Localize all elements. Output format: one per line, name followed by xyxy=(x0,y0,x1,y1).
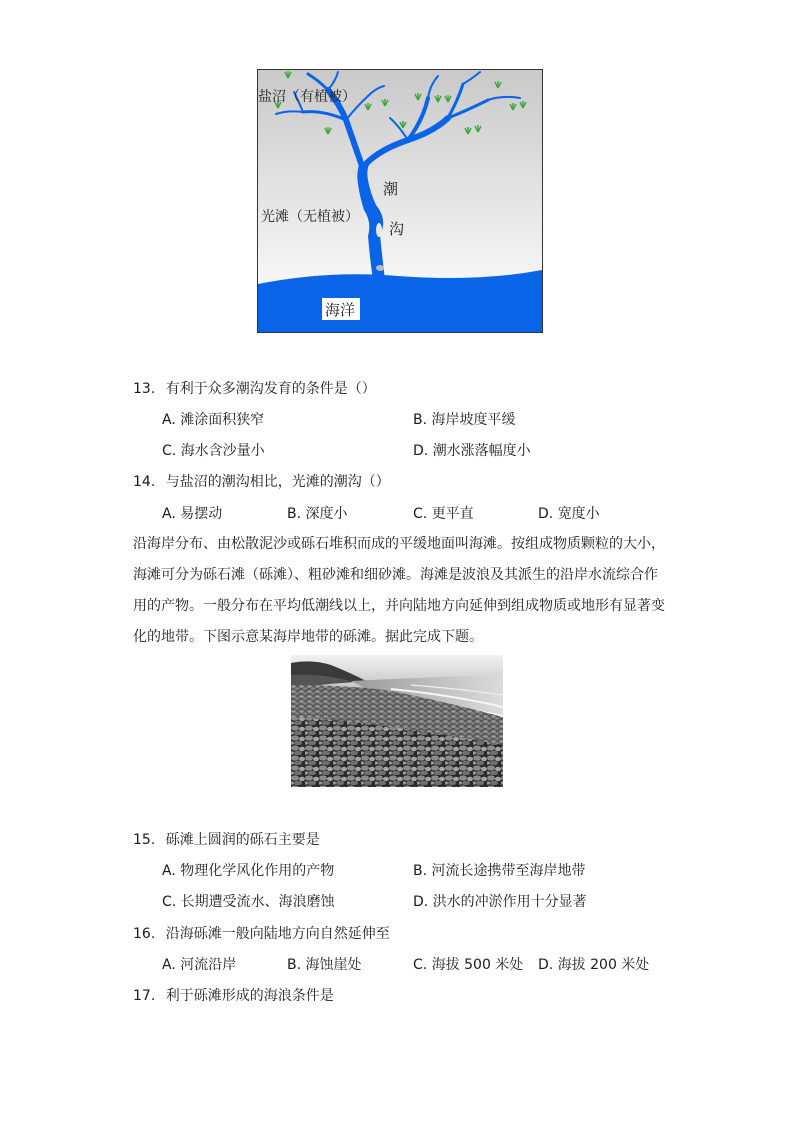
q14-option-c[interactable]: C. 更平直 xyxy=(413,506,474,522)
label-creek-char2: 沟 xyxy=(389,220,405,238)
q16-option-b[interactable]: B. 海蚀崖处 xyxy=(287,957,362,973)
q13-option-b[interactable]: B. 海岸坡度平缓 xyxy=(413,412,516,428)
question-17 xyxy=(133,986,334,1006)
question-stem: 有利于众多潮沟发育的条件是（） xyxy=(165,381,376,397)
q16-option-d[interactable]: D. 海拔 200 米处 xyxy=(538,957,650,973)
question-15 xyxy=(133,830,320,850)
pebble-beach-photo xyxy=(291,655,503,787)
passage xyxy=(133,529,673,653)
question-stem: 砾滩上圆润的砾石主要是 xyxy=(165,832,320,848)
tidal-creek-diagram xyxy=(257,69,543,333)
label-salt-marsh: 盐沼（有植被） xyxy=(258,89,356,105)
question-stem: 沿海砾滩一般向陆地方向自然延伸至 xyxy=(165,926,390,942)
label-ocean: 海洋 xyxy=(325,301,356,319)
passage-line: 化的地带。下图示意某海岸地带的砾滩。据此完成下题。 xyxy=(133,629,483,645)
q15-option-d[interactable]: D. 洪水的冲淤作用十分显著 xyxy=(413,894,587,910)
question-16 xyxy=(133,924,390,944)
q14-option-a[interactable]: A. 易摆动 xyxy=(162,506,223,522)
question-number: 16. xyxy=(133,926,156,942)
question-number: 15. xyxy=(133,832,156,848)
question-stem: 与盐沼的潮沟相比，光滩的潮沟（） xyxy=(165,474,390,490)
q16-option-a[interactable]: A. 河流沿岸 xyxy=(162,957,237,973)
passage-line: 沿海岸分布、由松散泥沙或砾石堆积而成的平缓地面叫海滩。按组成物质颗粒的大小， xyxy=(133,536,665,552)
q14-option-d[interactable]: D. 宽度小 xyxy=(538,506,600,522)
passage-line: 用的产物。一般分布在平均低潮线以上，并向陆地方向延伸到组成物质或地形有显著变 xyxy=(133,598,665,614)
q13-option-d[interactable]: D. 潮水涨落幅度小 xyxy=(413,443,531,459)
label-creek-char1: 潮 xyxy=(383,180,399,198)
ocean-area xyxy=(258,270,542,332)
q14-option-b[interactable]: B. 深度小 xyxy=(287,506,348,522)
question-number: 17. xyxy=(133,988,156,1004)
q13-option-a[interactable]: A. 滩涂面积狭窄 xyxy=(162,412,265,428)
q16-option-c[interactable]: C. 海拔 500 米处 xyxy=(413,957,524,973)
q15-option-c[interactable]: C. 长期遭受流水、海浪磨蚀 xyxy=(162,894,335,910)
question-14 xyxy=(133,472,390,492)
q13-option-c[interactable]: C. 海水含沙量小 xyxy=(162,443,265,459)
question-13 xyxy=(133,379,376,399)
question-number: 14. xyxy=(133,474,156,490)
q15-option-b[interactable]: B. 河流长途携带至海岸地带 xyxy=(413,863,586,879)
label-bare-flat: 光滩（无植被） xyxy=(261,209,359,225)
passage-line: 海滩可分为砾石滩（砾滩）、粗砂滩和细砂滩。海滩是波浪及其派生的沿岸水流综合作 xyxy=(133,567,658,583)
question-stem: 利于砾滩形成的海浪条件是 xyxy=(165,988,334,1004)
q15-option-a[interactable]: A. 物理化学风化作用的产物 xyxy=(162,863,335,879)
question-number: 13. xyxy=(133,381,156,397)
